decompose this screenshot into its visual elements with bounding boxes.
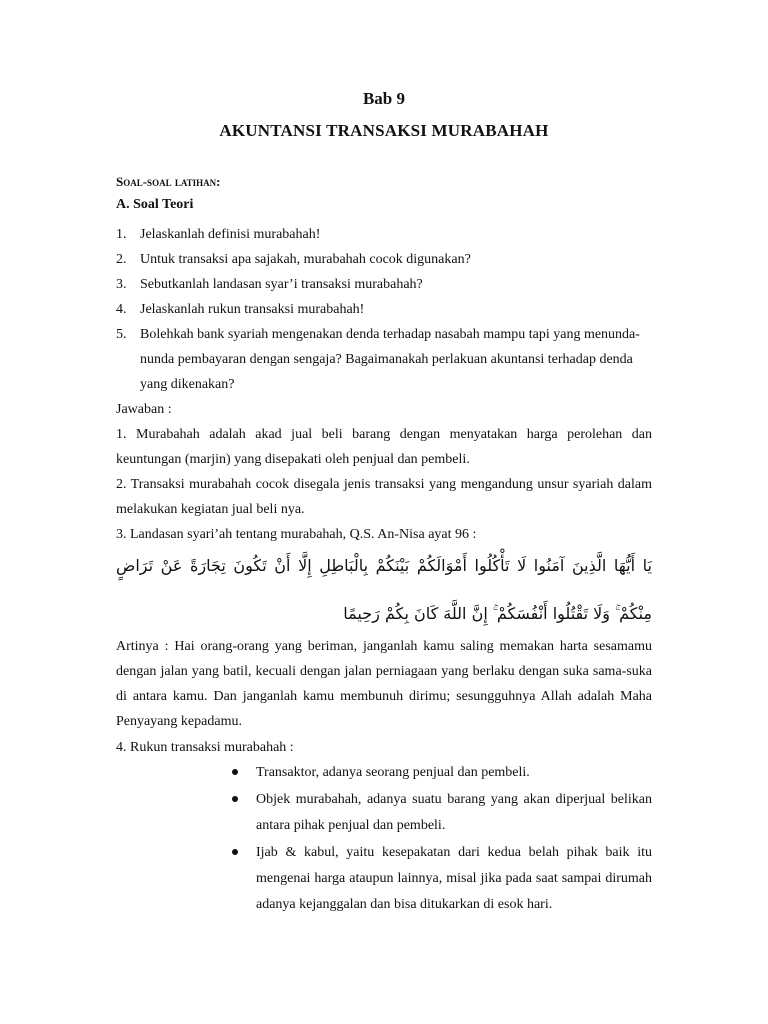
- bullet-icon: [232, 769, 238, 775]
- question-list: [116, 222, 652, 397]
- subheading: A. Soal Teori: [116, 197, 194, 212]
- rukun-item: [230, 760, 652, 786]
- answer-1: 1. Murabahah adalah akad jual beli barang dengan menyatakan harga perolehan dan keuntungan (marjin) yang disepakati oleh penjual dan pembeli.: [116, 427, 652, 467]
- answer-2: 2. Transaksi murabahah cocok disegala jenis transaksi yang mengandung unsur syariah dalam melakukan kegiatan jual beli nya.: [116, 477, 652, 517]
- rukun-text: Transaktor, adanya seorang penjual dan pembeli.: [256, 765, 530, 780]
- question-number: 5.: [116, 327, 127, 342]
- question-item: [116, 272, 652, 297]
- question-text: Untuk transaksi apa sajakah, murabahah cocok digunakan?: [140, 252, 471, 267]
- chapter-title: AKUNTANSI TRANSAKSI MURABAHAH: [219, 121, 549, 140]
- rukun-item: [230, 787, 652, 839]
- question-number: 2.: [116, 252, 127, 267]
- question-item: [116, 247, 652, 272]
- verse-translation: Artinya : Hai orang-orang yang beriman, janganlah kamu saling memakan harta sesamamu dengan jalan yang batil, kecuali dengan jalan perniagaan yang berlaku dengan suka sama-suka di antara kamu. Dan janganlah kamu membunuh dirimu; sesungguhnya Allah adalah Maha Penyayang kepadamu.: [116, 639, 652, 729]
- question-number: 1.: [116, 227, 127, 242]
- chapter-number: Bab 9: [362, 89, 406, 108]
- answer-4-intro: 4. Rukun transaksi murabahah :: [116, 740, 294, 755]
- question-text: Sebutkanlah landasan syar’i transaksi murabahah?: [140, 277, 423, 292]
- section-heading: Soal-soal latihan:: [116, 174, 221, 189]
- rukun-text: Objek murabahah, adanya suatu barang yang akan diperjual belikan antara pihak penjual dan pembeli.: [256, 792, 652, 833]
- rukun-list: [230, 760, 652, 919]
- question-item: [116, 322, 652, 397]
- answer-3-intro: 3. Landasan syari’ah tentang murabahah, Q.S. An-Nisa ayat 96 :: [116, 527, 477, 542]
- question-text: Bolehkah bank syariah mengenakan denda terhadap nasabah mampu tapi yang menunda-nunda pembayaran dengan sengaja? Bagaimanakah perlakuan akuntansi terhadap denda yang dikenakan?: [140, 327, 640, 392]
- question-number: 4.: [116, 302, 127, 317]
- question-text: Jelaskanlah definisi murabahah!: [140, 227, 321, 242]
- question-item: [116, 222, 652, 247]
- bullet-icon: [232, 849, 238, 855]
- question-item: [116, 297, 652, 322]
- question-text: Jelaskanlah rukun transaksi murabahah!: [140, 302, 365, 317]
- rukun-item: [230, 840, 652, 918]
- bullet-icon: [232, 796, 238, 802]
- question-number: 3.: [116, 277, 127, 292]
- answers-label: Jawaban :: [116, 402, 172, 417]
- arabic-verse: يَا أَيُّهَا الَّذِينَ آمَنُوا لَا تَأْكُلُوا أَمْوَالَكُمْ بَيْنَكُمْ بِالْبَاطِلِ إِلَّا أَنْ تَكُونَ تِجَارَةً عَنْ تَرَاضٍ مِنْكُمْ ۚ وَلَا تَقْتُلُوا أَنْفُسَكُمْ ۚ إِنَّ اللَّهَ كَانَ بِكُمْ رَحِيمًا: [116, 556, 652, 623]
- rukun-text: Ijab & kabul, yaitu kesepakatan dari kedua belah pihak baik itu mengenai harga ataupun lainnya, misal jika pada saat sampai dirumah adanya kejanggalan dan bisa ditukarkan di esok hari.: [256, 845, 652, 912]
